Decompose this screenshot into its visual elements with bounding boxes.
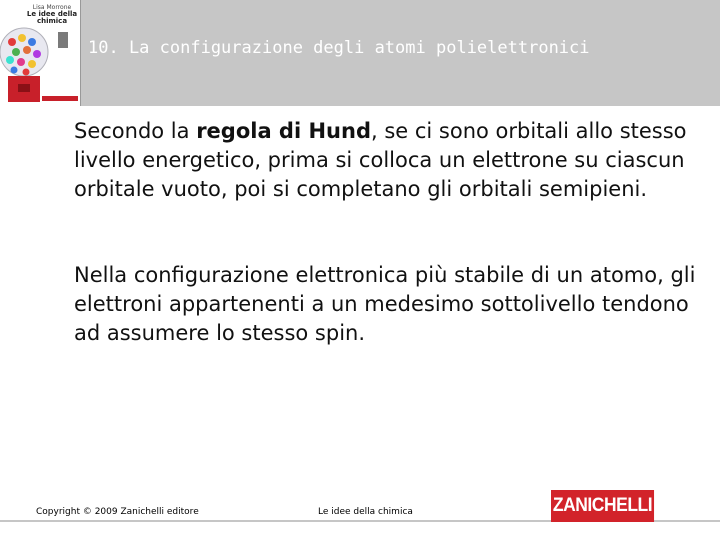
paragraph1-post: , se ci sono orbitali allo stesso livello energetico, prima si colloca un elettrone su ciascun orbitale vuoto, poi si completano gli orbitali semipieni.	[74, 119, 687, 201]
cover-book-title: Le idee della chimica	[26, 10, 78, 25]
paragraph-spin: Nella configurazione elettronica più stabile di un atomo, gli elettroni appartenenti a un medesimo sottolivello tendono ad assumere lo stesso spin.	[74, 263, 696, 345]
footer-book-title: Le idee della chimica	[318, 507, 413, 517]
paragraph-hund-rule	[74, 117, 704, 204]
paragraph1-bold-term: regola di Hund	[196, 119, 371, 143]
book-cover-thumbnail	[0, 0, 81, 106]
slide-title: 10. La configurazione degli atomi polielettronici	[88, 38, 590, 58]
zanichelli-logo: ZANICHELLI	[551, 490, 654, 522]
cover-title	[26, 4, 78, 25]
paragraph1-pre: Secondo la	[74, 119, 197, 143]
cover-author: Lisa Morrone	[32, 4, 72, 11]
footer-copyright: Copyright © 2009 Zanichelli editore	[36, 507, 199, 517]
cover-tab	[58, 32, 68, 48]
